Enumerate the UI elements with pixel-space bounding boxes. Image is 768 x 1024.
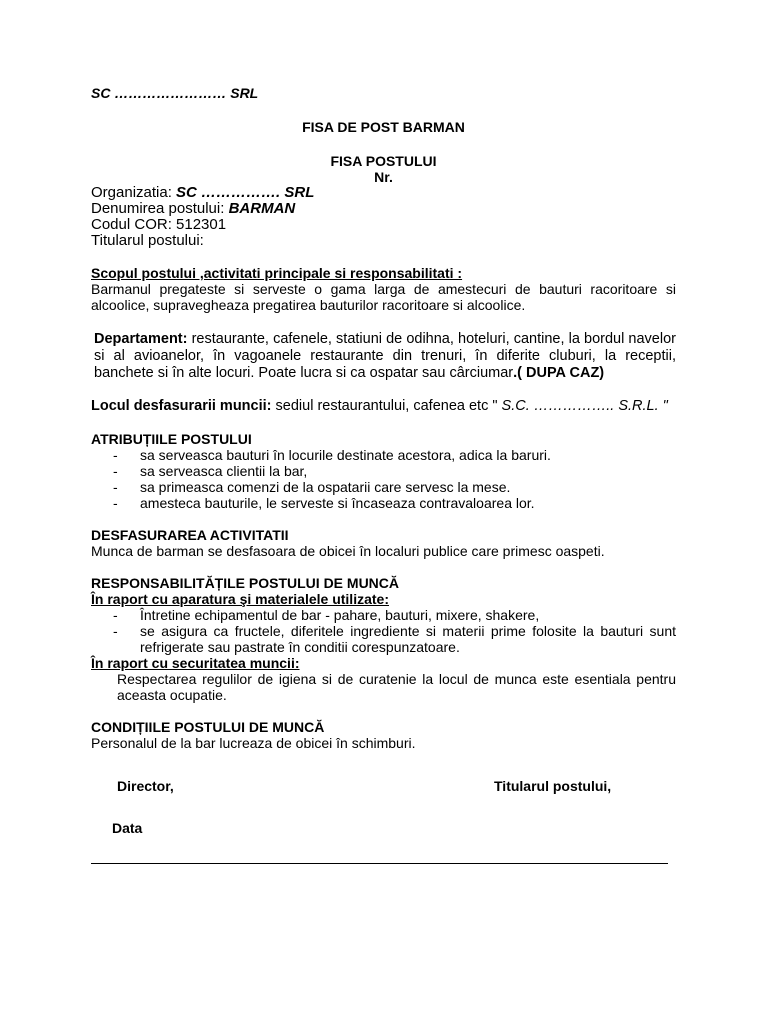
date-label: Data: [112, 820, 143, 836]
director-signature-label: Director,: [117, 778, 174, 794]
cor-code-field: Codul COR: 512301: [91, 216, 227, 233]
list-item: - Întretine echipamentul de bar - pahare, bauturi, mixere, shakere,: [113, 607, 540, 623]
footer-rule: [91, 863, 668, 864]
document-title: FISA DE POST BARMAN: [302, 119, 465, 135]
activity-section: [91, 527, 676, 559]
scope-text: Barmanul pregateste si serveste o gama larga de amestecuri de bauturi racoritoare si alcoolice, supravegheaza pregatirea bauturilor racoritoare si alcoolice.: [91, 281, 676, 313]
position-name-value: BARMAN: [228, 200, 296, 217]
workplace-paragraph: Locul desfasurarii muncii: sediul restaurantului, cafenea etc " S.C. …………….. S.R.L. ": [91, 398, 668, 414]
duties-heading: ATRIBUȚIILE POSTULUI: [91, 431, 252, 447]
equipment-list: [113, 607, 676, 655]
list-item: - sa serveasca clientii la bar,: [113, 463, 308, 479]
conditions-heading: CONDIȚIILE POSTULUI DE MUNCĂ: [91, 719, 325, 735]
job-fields: [91, 185, 676, 249]
document-body: [91, 85, 676, 864]
responsibilities-section: [91, 575, 676, 703]
holder-signature-label: Titularul postului,: [494, 778, 612, 794]
list-item: - sa primeasca comenzi de la ospatarii care servesc la mese.: [113, 479, 511, 495]
company-name: SC …………………… SRL: [91, 85, 259, 101]
safety-text: Respectarea regulilor de igiena si de curatenie la locul de munca este esentiala pentru aceasta ocupatie.: [117, 671, 676, 703]
list-item: - amesteca bauturile, le serveste si încaseaza contravaloarea lor.: [113, 495, 535, 511]
conditions-section: [91, 719, 676, 751]
position-name-field: Denumirea postului: BARMAN: [91, 200, 296, 217]
document-number: Nr.: [374, 169, 393, 185]
scope-heading: Scopul postului ,activitati principale si responsabilitati :: [91, 265, 463, 281]
activity-heading: DESFASURAREA ACTIVITATII: [91, 527, 289, 543]
safety-subheading: În raport cu securitatea muncii:: [91, 655, 300, 671]
workplace-label: Locul desfasurarii muncii:: [91, 398, 272, 414]
duties-section: [91, 431, 676, 511]
position-holder-field: Titularul postului:: [91, 232, 204, 249]
duties-list: [113, 447, 676, 511]
department-paragraph: Departament: restaurante, cafenele, statiuni de odihna, hoteluri, cantine, la bordul navelor si al avioanelor, în vagoanele restaurante din trenuri, în diferite cluburi, la receptii, banchete si în alte locuri. Poate lucra si ca ospatar sau cârciumar.( DUPA CAZ): [94, 331, 676, 381]
responsibilities-heading: RESPONSABILITĂȚILE POSTULUI DE MUNCĂ: [91, 575, 400, 591]
organization-value: SC ……………. SRL: [176, 184, 315, 201]
equipment-subheading: În raport cu aparatura şi materialele utilizate:: [91, 591, 389, 607]
conditions-text: Personalul de la bar lucreaza de obicei în schimburi.: [91, 735, 416, 751]
department-label: Departament:: [94, 331, 188, 347]
organization-field: Organizatia: SC ……………. SRL: [91, 184, 315, 201]
list-item: - se asigura ca fructele, diferitele ingrediente si materii prime folosite la bauturi sunt refrigerate sau pastrate în conditii corespunzatoare.: [113, 623, 676, 655]
document-subtitle: FISA POSTULUI: [330, 153, 437, 169]
list-item: - sa serveasca bauturi în locurile destinate acestora, adica la baruri.: [113, 447, 551, 463]
scope-section: [91, 265, 676, 313]
signature-row: [91, 778, 676, 796]
activity-text: Munca de barman se desfasoara de obicei în localuri publice care primesc oaspeti.: [91, 543, 605, 559]
